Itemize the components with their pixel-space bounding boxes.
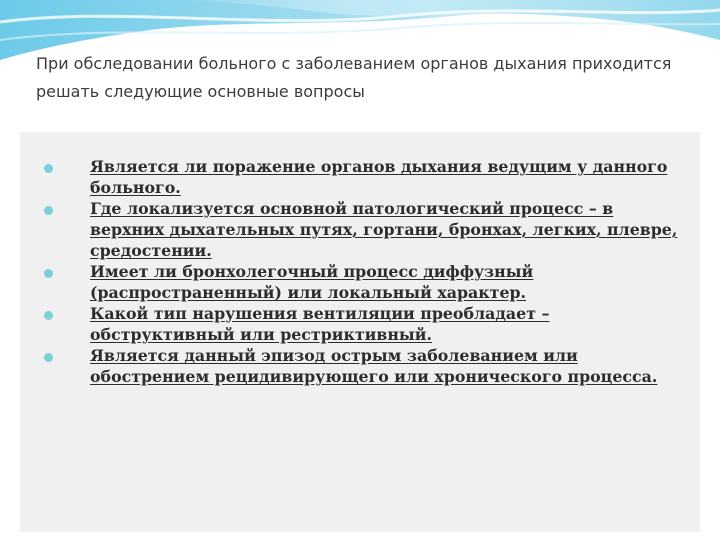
slide-title: При обследовании больного с заболеванием органов дыхания приходится решать следующие основные вопросы	[36, 54, 672, 101]
bullet-dot-icon	[44, 353, 53, 362]
list-item	[20, 345, 700, 387]
bullet-text: Имеет ли бронхолегочный процесс диффузный (распространенный) или локальный характер.	[90, 262, 534, 302]
bullet-dot-icon	[44, 311, 53, 320]
list-item	[20, 156, 700, 198]
bullet-dot-icon	[44, 164, 53, 173]
list-item	[20, 303, 700, 345]
bullet-text: Является ли поражение органов дыхания ведущим у данного больного.	[90, 157, 668, 197]
bullet-dot-icon	[44, 206, 53, 215]
list-item	[20, 261, 700, 303]
bullet-text: Является данный эпизод острым заболеванием или обострением рецидивирующего или хронического процесса.	[90, 346, 658, 386]
content-panel	[20, 132, 700, 532]
bullet-text: Какой тип нарушения вентиляции преобладает – обструктивный или рестриктивный.	[90, 304, 550, 344]
list-item	[20, 198, 700, 261]
bullet-text: Где локализуется основной патологический процесс – в верхних дыхательных путях, гортани, бронхах, легких, плевре, средостении.	[90, 199, 678, 260]
bullet-dot-icon	[44, 269, 53, 278]
bullet-list	[20, 156, 700, 387]
